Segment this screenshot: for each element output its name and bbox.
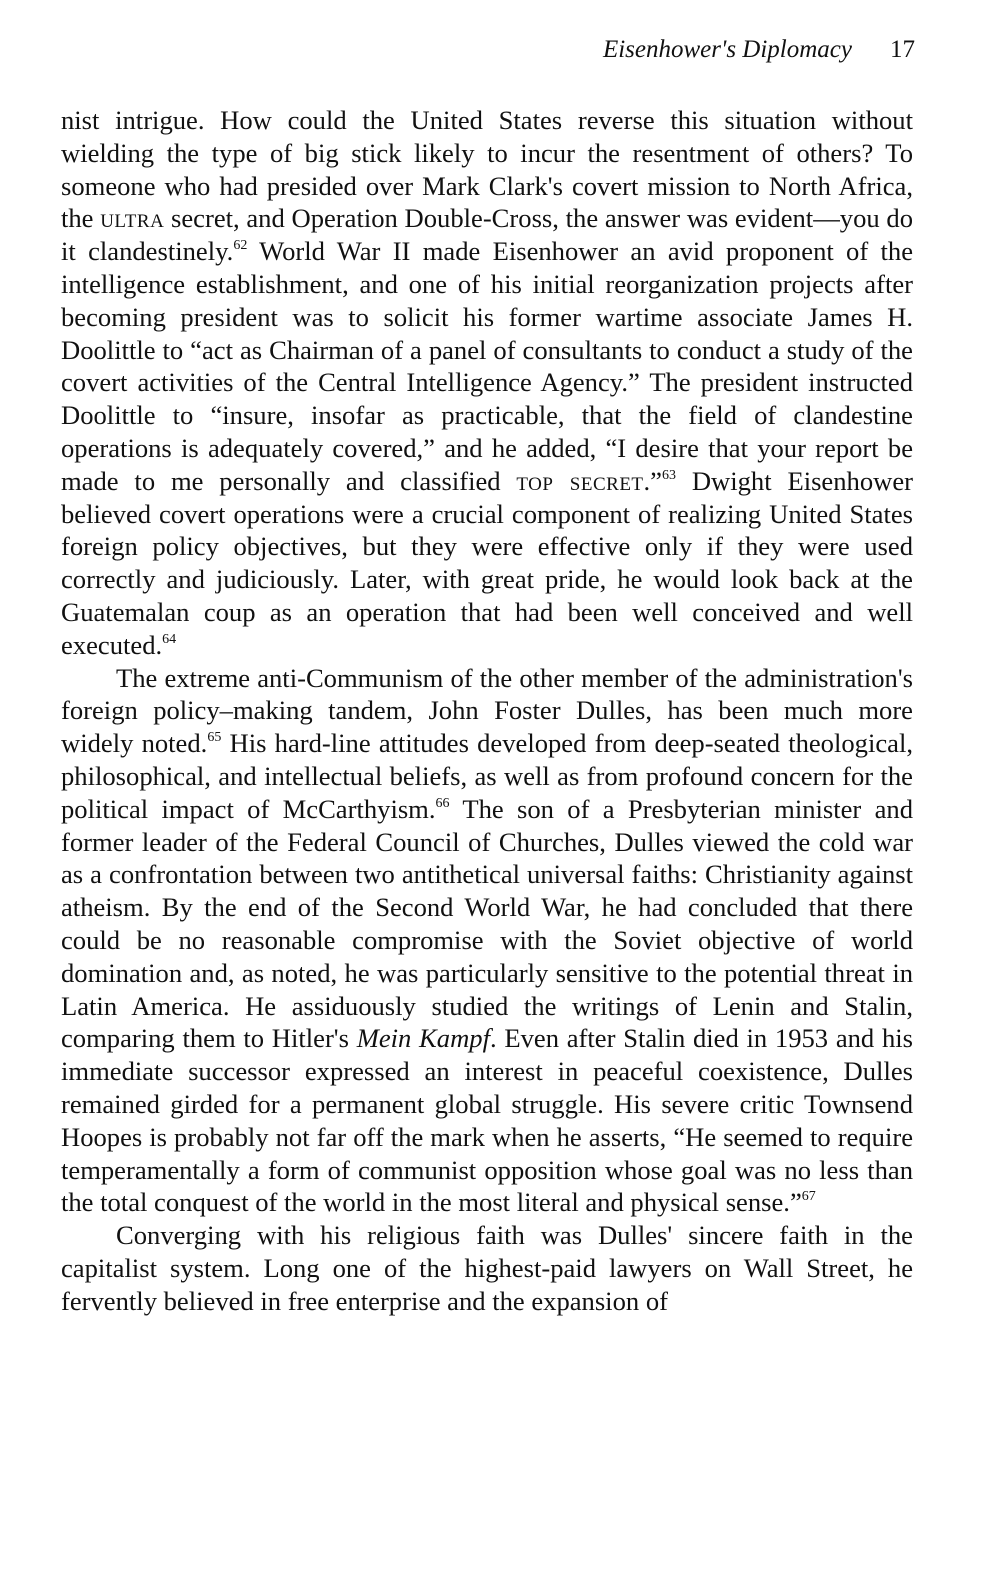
body-text bbox=[61, 104, 913, 1317]
text-segment: Dwight Eisenhower believed covert operations were a crucial component of realizing United States foreign policy objectives, but they were effective only if they were used correctly and judiciously. Later, with great pride, he would look back at the Guatemalan coup as an operation that had been well conceived and well executed. bbox=[61, 465, 913, 660]
page-number: 17 bbox=[890, 36, 915, 63]
text-segment: nist intrigue. How could the United States reverse this situation without wielding the type of big stick likely to incur the resentment of others? To someone who had presided over Mark Clark's covert mission to North Africa, the bbox=[61, 105, 913, 234]
text-segment: His hard-line attitudes developed from deep-seated theological, philosophical, and intellectual beliefs, as well as from profound concern for the political impact of McCarthyism. bbox=[61, 728, 913, 824]
text-segment: secret, and Operation Double-Cross, the answer was evident—you do it clandestinely. bbox=[61, 203, 913, 267]
paragraph-2 bbox=[61, 662, 913, 1220]
footnote-ref: 65 bbox=[207, 730, 222, 746]
text-segment: .” bbox=[643, 465, 662, 496]
running-head bbox=[603, 34, 915, 66]
small-caps-term: top secret bbox=[516, 465, 644, 496]
small-caps-term: ultra bbox=[100, 203, 165, 234]
text-segment: The son of a Presbyterian minister and former leader of the Federal Council of Churches, Dulles viewed the cold war as a confrontation between two antithetical universal faiths: Christianity against atheism. By the end of the Second World War, he had concluded that there could be no reasonable compromise with the Soviet objective of world domination and, as noted, he was particularly sensitive to the potential threat in Latin America. He assiduously studied the writings of Lenin and Stalin, comparing them to Hitler's bbox=[61, 793, 913, 1054]
text-segment: World War II made Eisenhower an avid proponent of the intelligence establishment, and one of his initial reorganization projects after becoming president was to solicit his former wartime associate James H. Doolittle to “act as Chairman of a panel of consultants to conduct a study of the covert activities of the Central Intelligence Agency.” The president instructed Doolittle to “insure, insofar as practicable, that the field of clandestine operations is adequately covered,” and he added, “I desire that your report be made to me personally and classified bbox=[61, 236, 913, 496]
footnote-ref: 62 bbox=[233, 238, 248, 254]
paragraph-1 bbox=[61, 104, 913, 662]
footnote-ref: 64 bbox=[162, 631, 177, 647]
paragraph-3 bbox=[61, 1219, 913, 1317]
text-segment: The extreme anti-Communism of the other member of the administration's foreign policy–making tandem, John Foster Dulles, has been much more widely noted. bbox=[61, 662, 913, 759]
footnote-ref: 66 bbox=[435, 795, 450, 811]
running-title: Eisenhower's Diplomacy bbox=[602, 36, 852, 63]
text-segment: Converging with his religious faith was Dulles' sincere faith in the capitalist system. Long one of the highest-paid lawyers on Wall Street, he fervently believed in free enterprise and the expansion of bbox=[61, 1220, 913, 1316]
text-segment: . Even after Stalin died in 1953 and his immediate successor expressed an interest in peaceful coexistence, Dulles remained girded for a permanent global struggle. His severe critic Townsend Hoopes is probably not far off the mark when he asserts, “He seemed to require temperamentally a form of communist opposition whose goal was no less than the total conquest of the world in the most literal and physical sense.” bbox=[61, 1023, 913, 1218]
italic-title: Mein Kampf bbox=[356, 1023, 490, 1054]
footnote-ref: 67 bbox=[801, 1189, 816, 1205]
footnote-ref: 63 bbox=[661, 467, 676, 483]
